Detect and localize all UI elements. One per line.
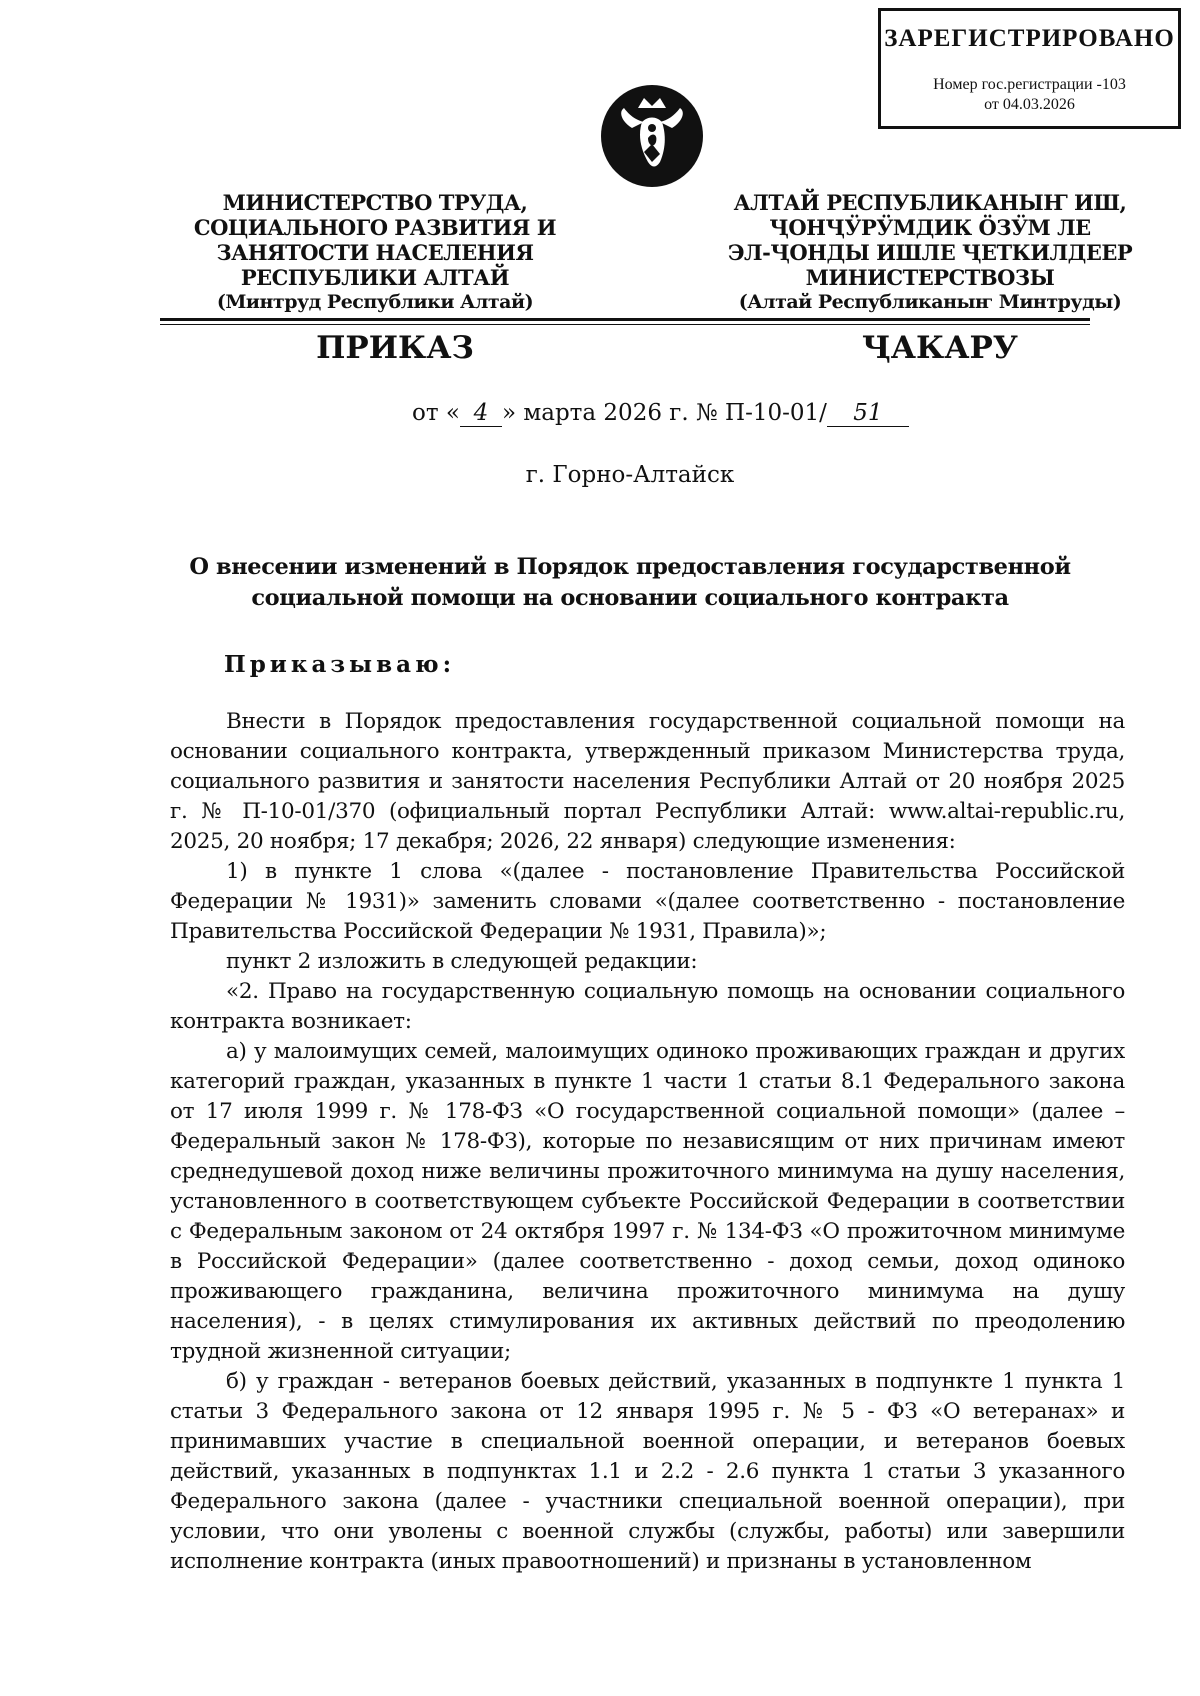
order-title-ru: ПРИКАЗ [316, 330, 474, 366]
stamp-reg-date: от 04.03.2026 [984, 96, 1075, 113]
header-line: ЭЛ-ҶОНДЫ ИШЛЕ ҶЕТКИЛДЕЕР [727, 240, 1133, 265]
date-prefix: от « [412, 400, 460, 426]
order-city: г. Горно-Алтайск [525, 462, 735, 488]
header-line: АЛТАЙ РЕСПУБЛИКАНЫҤ ИШ, [733, 190, 1127, 215]
header-divider [160, 318, 1090, 321]
header-line: РЕСПУБЛИКИ АЛТАЙ [240, 265, 510, 290]
stamp-reg-number: Номер гос.регистрации -103 [933, 76, 1126, 93]
order-date-line [412, 400, 909, 427]
body-paragraph: Внести в Порядок предоставления государственной социальной помощи на основании социального контракта, утвержденный приказом Министерства труда, социального развития и занятости населения Республики Алтай от 20 ноября 2025 г. № П-10-01/370 (официальный портал Республики Алтай: www.altai-republic.ru, 2025, 20 ноября; 17 декабря; 2026, 22 января) следующие изменения: [170, 709, 1125, 854]
header-abbr: (Алтай Республиканыҥ Минтруды) [738, 291, 1122, 313]
body-paragraph: б) у граждан - ветеранов боевых действий, указанных в подпункте 1 пункта 1 статьи 3 Федерального закона от 12 января 1995 г. № 5 - ФЗ «О ветеранах» и принимавших участие в специальной военной операции, и ветеранов боевых действий, указанных в подпунктах 1.1 и 2.2 - 2.6 пункта 1 статьи 3 указанного Федерального закона (далее - участники специальной военной операции), при условии, что они уволены с военной службы (службы, работы) или завершили исполнение контракта (иных правоотношений) и признаны в установленном [170, 1369, 1125, 1574]
body-paragraph: пункт 2 изложить в следующей редакции: [226, 949, 698, 974]
stamp-title: ЗАРЕГИСТРИРОВАНО [884, 25, 1175, 52]
document-body [170, 707, 1125, 1577]
registration-stamp [878, 8, 1181, 129]
subject-line: социальной помощи на основании социального контракта [251, 585, 1009, 611]
body-paragraph: а) у малоимущих семей, малоимущих одиноко проживающих граждан и других категорий граждан, указанных в пункте 1 части 1 статьи 8.1 Федерального закона от 17 июля 1999 г. № 178-ФЗ «О государственной социальной помощи» (далее – Федеральный закон № 178-ФЗ), которые по независящим от них причинам имеют среднедушевой доход ниже величины прожиточного минимума на душу населения, установленного в соответствующем субъекте Российской Федерации в соответствии с Федеральным законом от 24 октября 1997 г. № 134-ФЗ «О прожиточном минимуме в Российской Федерации» (далее соответственно - доход семьи, доход одиноко проживающего гражданина, величина прожиточного минимума на душу населения), - в целях стимулирования их активных действий по преодолению трудной жизненной ситуации; [170, 1039, 1125, 1364]
body-paragraph: 1) в пункте 1 слова «(далее - постановление Правительства Российской Федерации № 1931)» заменить словами «(далее соответственно - постановление Правительства Российской Федерации № 1931, Правила)»; [170, 859, 1125, 944]
header-line: МИНИСТЕРСТВОЗЫ [805, 265, 1055, 290]
header-line: МИНИСТЕРСТВО ТРУДА, [222, 190, 528, 215]
handwritten-number: 51 [827, 400, 909, 427]
ministry-header-ru [165, 190, 585, 315]
coat-of-arms-icon [598, 82, 706, 190]
subject-line: О внесении изменений в Порядок предоставления государственной [189, 554, 1071, 580]
order-subject [170, 552, 1090, 614]
body-paragraph: «2. Право на государственную социальную помощь на основании социального контракта возникает: [170, 979, 1125, 1034]
directive-heading: Приказываю: [224, 651, 456, 678]
header-abbr: (Минтруд Республики Алтай) [216, 291, 534, 313]
order-title-alt: ҶАКАРУ [862, 330, 1018, 366]
header-line: ЗАНЯТОСТИ НАСЕЛЕНИЯ [216, 240, 534, 265]
header-divider-thin [160, 324, 1090, 325]
handwritten-day: 4 [460, 400, 502, 427]
ministry-header-alt [720, 190, 1140, 315]
header-line: ҶОНҶӰРӰМДИК ӦЗӰМ ЛЕ [769, 215, 1091, 240]
header-line: СОЦИАЛЬНОГО РАЗВИТИЯ И [193, 215, 557, 240]
date-middle: » марта 2026 г. № П-10-01/ [501, 400, 827, 426]
